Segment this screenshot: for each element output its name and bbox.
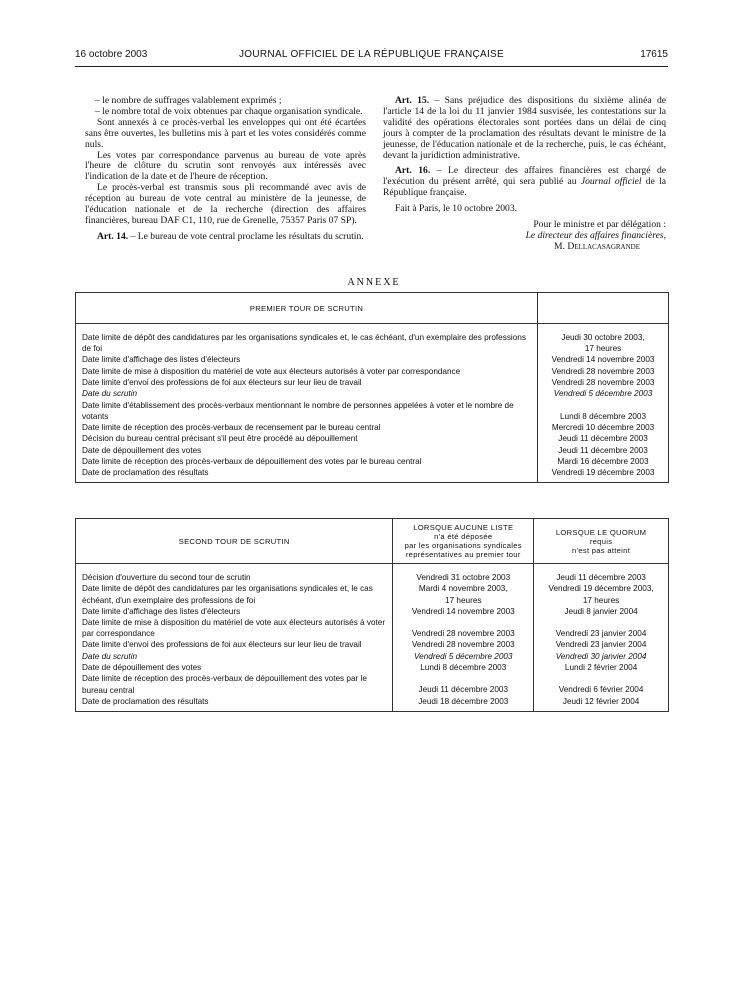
aucune-liste-cell — [393, 673, 533, 695]
label-text — [82, 639, 388, 650]
row-label — [76, 617, 392, 639]
aucune-liste-value-continued: 17 heures — [445, 595, 482, 605]
quorum-heading-line: LORSQUE LE QUORUM — [555, 527, 647, 537]
row-label — [76, 696, 392, 707]
premier-tour-labels — [76, 324, 538, 483]
aucune-liste-cell — [393, 572, 533, 583]
quorum-cell — [534, 617, 668, 639]
row-label — [76, 606, 392, 617]
label-text — [82, 366, 533, 377]
aucune-liste-heading-line: n'a été déposée — [434, 532, 493, 541]
premier-tour-cell — [538, 354, 668, 365]
label-line: Date limite d'établissement des procès-verbaux mentionnant le nombre de personnes appelées à voter et le nombre de — [82, 400, 514, 410]
label-line: Date limite de dépôt des candidatures par les organisations syndicales et, le cas échéant, d'un exemplaire des professions — [82, 333, 526, 342]
row-label — [76, 456, 537, 467]
row-label — [76, 467, 537, 478]
label-line: Date de dépouillement des votes — [82, 445, 202, 455]
label-text — [82, 400, 533, 423]
premier-tour-value: Vendredi 28 novembre 2003 — [551, 377, 655, 387]
quorum-heading — [534, 519, 669, 564]
quorum-cell — [534, 572, 668, 583]
label-text — [82, 696, 388, 707]
article-15-text: – Sans préjudice des dispositions du sixième alinéa de l'article 14 de la loi du 11 janvier 1984 susvisée, les contestations sur la validité des opérations électorales sont portées dans un délai de cinq jours à compter de la proclamation des résultats devant le ministre de la jeunesse, de l'éducation nationale et de la recherche, puis, le cas échéant, devant la juridiction administrative. — [383, 95, 666, 161]
premier-tour-value-continued: 17 heures — [584, 344, 622, 354]
aucune-liste-cell — [393, 696, 533, 707]
article-14-label: Art. 14. — [97, 230, 129, 242]
label-line: Date limite de réception des procès-verbaux de recensement par le bureau central — [82, 422, 381, 432]
label-text — [82, 662, 388, 673]
premier-tour-cell — [538, 400, 668, 422]
label-line: Date de proclamation des résultats — [82, 696, 209, 706]
row-label — [76, 332, 537, 354]
aucune-liste-cell — [393, 651, 533, 662]
quorum-value-continued: 17 heures — [582, 595, 620, 605]
header-date: 16 octobre 2003 — [75, 49, 148, 60]
premier-tour-cell — [538, 456, 668, 467]
left-column — [85, 96, 366, 243]
premier-tour-value: Mercredi 10 décembre 2003 — [551, 422, 655, 432]
premier-tour-cell — [538, 445, 668, 456]
aucune-liste-value: Vendredi 28 novembre 2003 — [411, 628, 515, 638]
paragraph-votes-correspondance: Les votes par correspondance parvenus au bureau de vote après l'heure de clôture du scrutin sont renvoyés aux intéressés avec l'indication de la date et de l'heure de réception. — [85, 149, 366, 183]
row-label — [76, 651, 392, 662]
aucune-liste-cell — [393, 639, 533, 650]
aucune-liste-value: Vendredi 5 décembre 2003 — [414, 651, 513, 661]
label-text — [82, 651, 388, 662]
quorum-value: Jeudi 8 janvier 2004 — [564, 606, 638, 616]
fait-a-paris: Fait à Paris, le 10 octobre 2003. — [395, 203, 518, 215]
aucune-liste-heading-line: LORSQUE AUCUNE LISTE — [413, 523, 514, 532]
aucune-liste-cell — [393, 662, 533, 673]
aucune-liste-value: Lundi 8 décembre 2003 — [420, 662, 507, 672]
quorum-cell — [534, 651, 668, 662]
row-label — [76, 354, 537, 365]
row-label — [76, 583, 392, 605]
quorum-value: Vendredi 23 janvier 2004 — [555, 640, 647, 650]
bullet-total-voix: – le nombre total de voix obtenues par chaque organisation syndicale. — [95, 105, 363, 117]
label-text — [82, 456, 533, 467]
label-text — [82, 354, 533, 365]
quorum-values — [534, 564, 669, 712]
article-15 — [383, 96, 666, 161]
aucune-liste-cell — [393, 606, 533, 617]
premier-tour-cell — [538, 377, 668, 388]
label-text — [82, 606, 388, 617]
label-line: Décision d'ouverture du second tour de scrutin — [82, 573, 251, 582]
right-column — [383, 96, 666, 253]
label-text — [82, 422, 533, 433]
header-page-number: 17615 — [640, 49, 668, 60]
premier-tour-cell — [538, 366, 668, 377]
bullet-suffrages: – le nombre de suffrages valablement exprimés ; — [95, 95, 282, 106]
row-label — [76, 422, 537, 433]
label-line-continued: bureau central — [82, 685, 135, 695]
label-text — [82, 673, 388, 696]
quorum-cell — [534, 606, 668, 617]
premier-tour-value: Vendredi 14 novembre 2003 — [551, 355, 655, 365]
premier-tour-value: Vendredi 28 novembre 2003 — [551, 366, 655, 376]
paragraph-proces-verbal: Le procès-verbal est transmis sous pli recommandé avec avis de réception au bureau de vote central au ministère de la jeunesse, de l'éducation nationale et de la recherche (direction des affaires financières, bureau DAF C1, 110, rue de Grenelle, 75357 Paris 07 SP). — [85, 182, 366, 226]
quorum-value: Vendredi 19 décembre 2003, — [548, 584, 654, 594]
paragraph-annexes: Sont annexés à ce procès-verbal les enveloppes qui ont été écartées sans être ouvertes, les bulletins mis à part et les votes considérés comme nuls. — [85, 116, 366, 150]
premier-tour-value: Mardi 16 décembre 2003 — [557, 456, 649, 466]
aucune-liste-value: Vendredi 14 novembre 2003 — [411, 606, 515, 616]
premier-tour-value: Vendredi 5 décembre 2003 — [553, 389, 653, 399]
label-line-continued: de foi — [82, 344, 103, 354]
premier-tour-heading-blank — [538, 293, 669, 324]
aucune-liste-value: Jeudi 18 décembre 2003 — [418, 696, 509, 706]
annexe-title: ANNEXE — [347, 277, 401, 288]
premier-tour-cell — [538, 422, 668, 433]
premier-tour-values — [538, 324, 669, 483]
aucune-liste-heading — [393, 519, 534, 564]
row-label — [76, 366, 537, 377]
second-tour-table — [75, 518, 669, 712]
label-text — [82, 388, 533, 399]
label-line: Date limite d'affichage des listes d'électeurs — [82, 355, 241, 365]
article-16-text-a: – Le directeur des affaires financières est chargé de l'exécution du présent arrêté, qui sera publié au — [383, 165, 666, 188]
aucune-liste-heading-line: par les organisations syndicales — [404, 541, 522, 550]
quorum-value: Jeudi 11 décembre 2003 — [556, 573, 646, 582]
article-15-label: Art. 15. — [395, 95, 430, 106]
premier-tour-value: Lundi 8 décembre 2003 — [560, 411, 647, 421]
premier-tour-value: Jeudi 11 décembre 2003 — [558, 434, 648, 444]
article-16 — [383, 166, 666, 199]
premier-tour-value: Jeudi 30 octobre 2003, — [561, 333, 645, 342]
label-line: Date de dépouillement des votes — [82, 662, 202, 672]
row-label — [76, 400, 537, 422]
aucune-liste-cell — [393, 583, 533, 605]
header-journal-title: JOURNAL OFFICIEL DE LA RÉPUBLIQUE FRANÇAISE — [239, 49, 504, 60]
aucune-liste-value: Jeudi 11 décembre 2003 — [418, 685, 509, 695]
quorum-cell — [534, 696, 668, 707]
premier-tour-cell — [538, 388, 668, 399]
row-label — [76, 377, 537, 388]
premier-tour-cell — [538, 467, 668, 478]
quorum-value: Jeudi 12 février 2004 — [562, 696, 640, 706]
quorum-cell — [534, 673, 668, 695]
label-text — [82, 445, 533, 456]
article-14-text: – Le bureau de vote central proclame les résultats du scrutin. — [128, 230, 364, 242]
label-line: Date limite de mise à disposition du matériel de vote aux électeurs autorisés à voter — [82, 617, 386, 627]
running-header — [75, 49, 668, 63]
row-label — [76, 572, 392, 583]
quorum-value: Vendredi 23 janvier 2004 — [555, 628, 647, 638]
second-tour-heading: SECOND TOUR DE SCRUTIN — [76, 519, 393, 564]
label-line: Date limite de réception des procès-verbaux de dépouillement des votes par le bureau central — [82, 456, 422, 466]
label-text — [82, 433, 533, 444]
quorum-value: Vendredi 6 février 2004 — [558, 685, 644, 695]
label-line: Date de proclamation des résultats — [82, 468, 209, 478]
label-line: Date limite de mise à disposition du matériel de vote aux électeurs autorisés à voter par correspondance — [82, 366, 461, 376]
premier-tour-value: Jeudi 11 décembre 2003 — [558, 445, 648, 455]
quorum-cell — [534, 583, 668, 605]
premier-tour-value: Vendredi 19 décembre 2003 — [551, 468, 655, 478]
premier-tour-heading: PREMIER TOUR DE SCRUTIN — [76, 293, 538, 324]
aucune-liste-value: Mardi 4 novembre 2003, — [418, 584, 508, 594]
label-line: Date limite de réception des procès-verbaux de dépouillement des votes par le — [82, 674, 367, 684]
label-line-continued: votants — [82, 411, 109, 421]
row-label — [76, 433, 537, 444]
label-line-continued: échéant, d'un exemplaire des professions de foi — [82, 595, 256, 605]
signature-name: M. Dellacasagrande — [554, 240, 640, 252]
second-tour-labels — [76, 564, 393, 712]
aucune-liste-cell — [393, 617, 533, 639]
signature-line-2: Le directeur des affaires financières, — [525, 229, 666, 241]
label-text — [82, 583, 388, 606]
row-label — [76, 662, 392, 673]
label-line: Date du scrutin — [82, 651, 138, 661]
row-label — [76, 639, 392, 650]
label-line: Date du scrutin — [82, 389, 138, 399]
label-text — [82, 572, 388, 583]
premier-tour-cell — [538, 332, 668, 354]
aucune-liste-values — [393, 564, 534, 712]
label-text — [82, 467, 533, 478]
row-label — [76, 388, 537, 399]
quorum-heading-line: requis — [589, 536, 613, 546]
article-16-text-b: de la République française. — [383, 176, 666, 199]
row-label — [76, 673, 392, 695]
label-text — [82, 377, 533, 388]
premier-tour-table — [75, 292, 669, 483]
quorum-value: Vendredi 30 janvier 2004 — [555, 651, 647, 661]
label-line: Date limite d'affichage des listes d'électeurs — [82, 606, 241, 616]
quorum-cell — [534, 639, 668, 650]
aucune-liste-value: Vendredi 28 novembre 2003 — [411, 640, 515, 650]
label-line-continued: par correspondance — [82, 629, 155, 639]
premier-tour-cell — [538, 433, 668, 444]
label-line: Décision du bureau central précisant s'il peut être procédé au dépouillement — [82, 434, 358, 444]
article-14 — [85, 232, 366, 243]
label-line: Date limite d'envoi des professions de foi aux électeurs sur leur lieu de travail — [82, 640, 362, 650]
label-line: Date limite de dépôt des candidatures par les organisations syndicales et, le cas — [82, 584, 373, 594]
label-line: Date limite d'envoi des professions de foi aux électeurs sur leur lieu de travail — [82, 377, 362, 387]
quorum-cell — [534, 662, 668, 673]
header-rule — [75, 66, 668, 67]
aucune-liste-value: Vendredi 31 octobre 2003 — [416, 573, 511, 582]
row-label — [76, 445, 537, 456]
journal-officiel-italic: Journal officiel — [580, 176, 642, 188]
article-16-label: Art. 16. — [395, 165, 431, 177]
aucune-liste-heading-line: représentatives au premier tour — [405, 550, 521, 559]
quorum-heading-line: n'est pas atteint — [572, 545, 631, 555]
label-text — [82, 617, 388, 640]
label-text — [82, 332, 533, 355]
quorum-value: Lundi 2 février 2004 — [564, 662, 638, 672]
signature-line-1: Pour le ministre et par délégation : — [533, 219, 666, 231]
